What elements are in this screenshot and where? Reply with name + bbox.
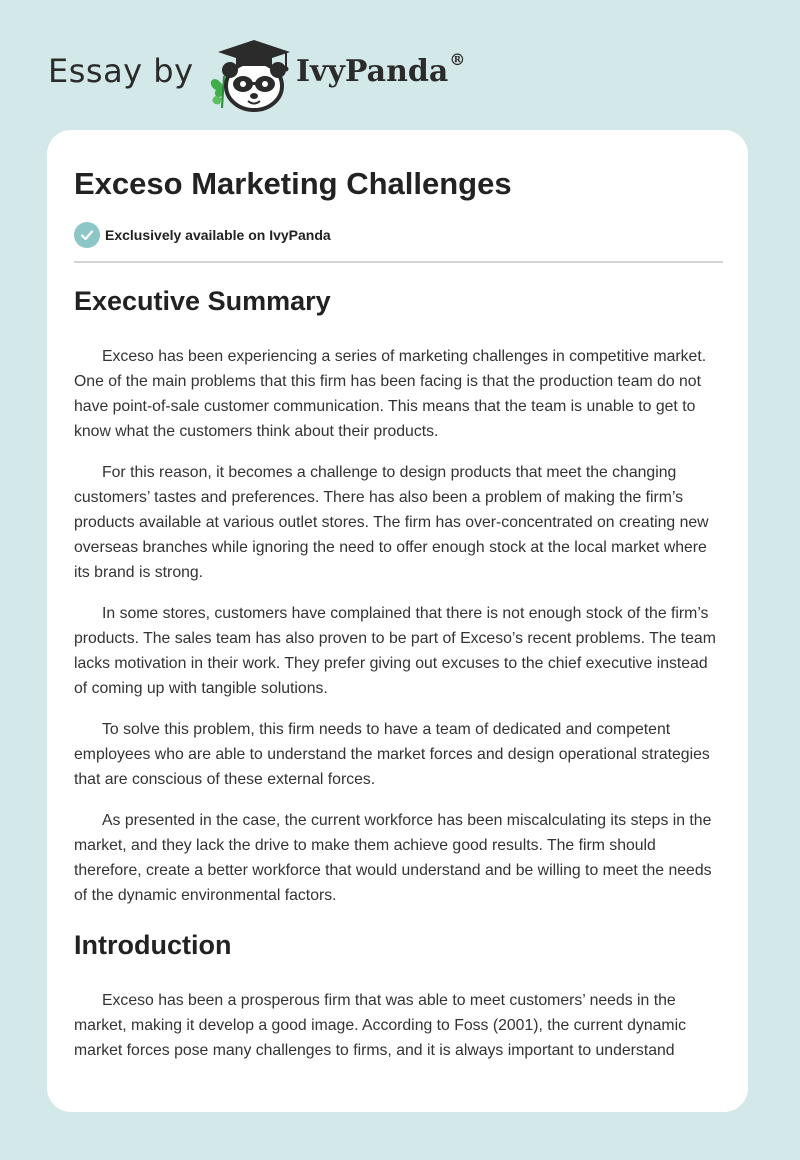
essay-card: [47, 130, 748, 1112]
paragraph: For this reason, it becomes a challenge to design products that meet the changing customers’ tastes and preferences. There has also been a problem of making the firm’s products available at various outlet stores. The firm has over-concentrated on creating new overseas branches while ignoring the need to offer enough stock at the local market where its brand is strong.: [74, 464, 709, 581]
badge-label: Exclusively available on IvyPanda: [105, 227, 331, 243]
paragraph: To solve this problem, this firm needs to have a team of dedicated and competent employees who are able to understand the market forces and design operational strategies that are conscious of these external forces.: [74, 721, 710, 788]
panda-graduation-cap-icon[interactable]: [202, 36, 294, 112]
paragraph: Exceso has been experiencing a series of marketing challenges in competitive market. One of the main problems that this firm has been facing is that the production team do not have point-of-sale customer communication. This means that the team is unable to get to know what the customers think about their products.: [74, 348, 707, 440]
paragraph: In some stores, customers have complained that there is not enough stock of the firm’s products. The sales team has also proven to be part of Exceso’s recent problems. The team lacks motivation in their work. They prefer giving out excuses to the chief executive instead of coming up with tangible solutions.: [74, 605, 716, 697]
section-heading: Executive Summary: [74, 286, 331, 316]
paragraph: As presented in the case, the current workforce has been miscalculating its steps in the market, and they lack the drive to make them achieve good results. The firm should therefore, create a better workforce that would understand and be willing to meet the needs of the dynamic environmental factors.: [74, 812, 712, 904]
brand-prefix: Essay by: [48, 52, 194, 90]
exclusive-badge: [74, 222, 331, 248]
essay-body: [74, 280, 724, 1079]
logo-name-text: IvyPanda: [296, 54, 449, 89]
title-divider: [74, 261, 723, 263]
registered-mark: ®: [449, 50, 466, 69]
check-circle-icon: [74, 222, 100, 248]
paragraph: Exceso has been a prosperous firm that was able to meet customers’ needs in the market, making it develop a good image. According to Foss (2001), the current dynamic market forces pose many challenges to firms, and it is always important to understand: [74, 992, 686, 1059]
site-header: [48, 36, 648, 112]
essay-title: Exceso Marketing Challenges: [74, 166, 512, 201]
logo-wordmark[interactable]: [296, 50, 466, 89]
section-heading: Introduction: [74, 930, 232, 960]
